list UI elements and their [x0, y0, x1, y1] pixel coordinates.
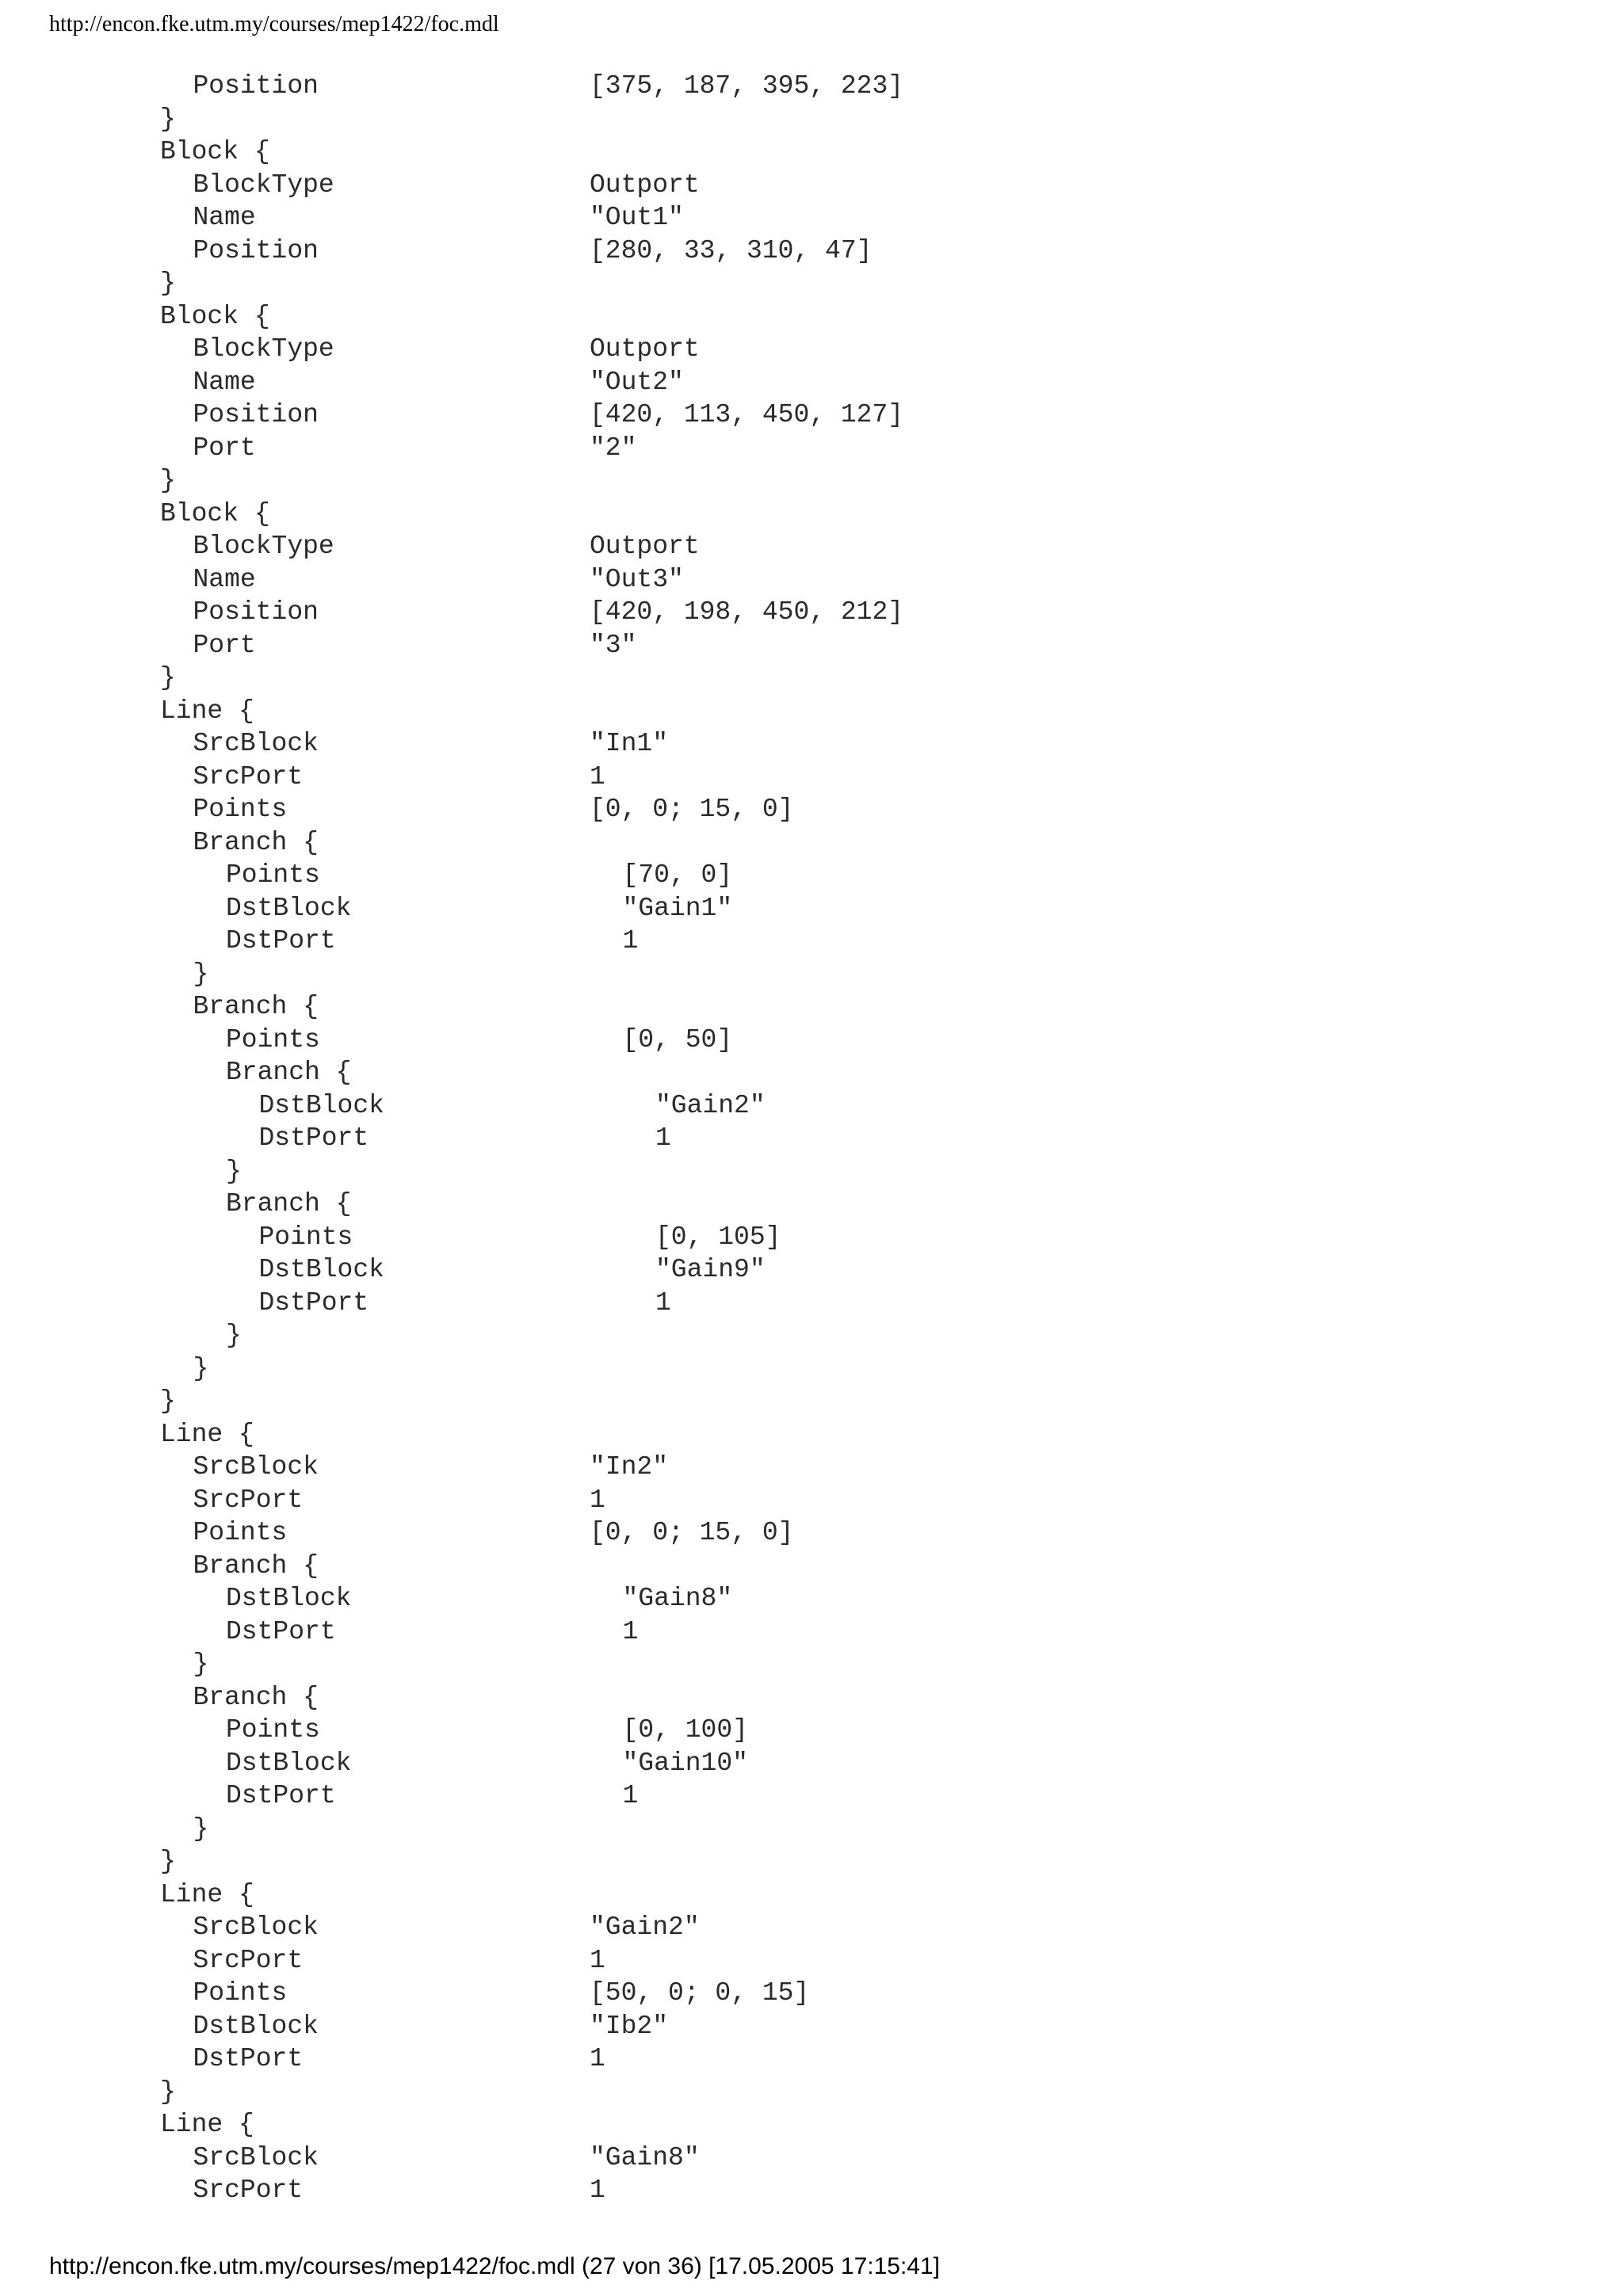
code-line [0, 892, 1623, 925]
code-key: Line { [160, 696, 254, 726]
code-line [0, 1221, 1623, 1254]
code-line [0, 1582, 1623, 1615]
code-line [0, 2174, 1623, 2207]
code-line [0, 859, 1623, 892]
code-value: 1 [590, 2176, 605, 2205]
code-key: DstPort [226, 1616, 336, 1646]
code-line [0, 2076, 1623, 2109]
code-line [0, 2142, 1623, 2175]
code-line [0, 1385, 1623, 1418]
code-line [0, 2042, 1623, 2076]
code-key: } [193, 1814, 209, 1844]
code-key: } [160, 1847, 176, 1876]
code-key: DstBlock [258, 1255, 384, 1284]
code-key: Points [193, 795, 288, 824]
code-key: SrcBlock [193, 729, 319, 758]
code-key: SrcBlock [193, 1913, 319, 1942]
code-key: Block { [160, 301, 270, 331]
code-line [0, 1253, 1623, 1287]
code-value: [0, 50] [622, 1024, 733, 1055]
code-key: Line { [160, 1879, 254, 1909]
code-line [0, 1418, 1623, 1451]
code-key: Points [226, 1024, 320, 1055]
code-line [0, 169, 1623, 202]
code-line [0, 2010, 1623, 2043]
code-value: [0, 0; 15, 0] [590, 1518, 794, 1547]
code-line [0, 1024, 1623, 1057]
code-line [0, 1089, 1623, 1123]
code-value: Outport [590, 532, 700, 561]
code-key: } [193, 959, 209, 989]
code-line [0, 727, 1623, 761]
code-value: 1 [622, 1781, 639, 1810]
code-line [0, 1056, 1623, 1089]
code-line [0, 1747, 1623, 1780]
code-line [0, 990, 1623, 1024]
code-value: "Out2" [590, 367, 684, 397]
code-line [0, 201, 1623, 235]
code-key: Port [193, 630, 256, 660]
code-key: Position [193, 235, 319, 265]
code-key: Port [193, 433, 256, 463]
code-key: Branch { [226, 1189, 352, 1219]
code-line [0, 1845, 1623, 1878]
code-value: [0, 100] [622, 1715, 748, 1745]
code-line [0, 432, 1623, 465]
code-key: Position [193, 597, 319, 627]
code-line [0, 267, 1623, 300]
code-line [0, 793, 1623, 826]
code-key: } [193, 1650, 209, 1679]
code-listing [0, 70, 1623, 2207]
code-value: [420, 198, 450, 212] [590, 597, 904, 627]
code-line [0, 1550, 1623, 1583]
code-line [0, 464, 1623, 498]
code-value: 1 [590, 2044, 605, 2073]
code-line [0, 1648, 1623, 1681]
code-key: Points [193, 1978, 288, 2008]
code-line [0, 235, 1623, 268]
code-value: 1 [590, 761, 605, 791]
code-key: Branch { [193, 1550, 319, 1581]
code-key: SrcPort [193, 1945, 304, 1975]
code-line [0, 333, 1623, 366]
code-value: "In2" [590, 1452, 669, 1482]
code-line [0, 1681, 1623, 1714]
code-line [0, 70, 1623, 103]
code-value: "2" [590, 433, 637, 463]
code-key: DstPort [226, 1781, 336, 1810]
code-line [0, 695, 1623, 728]
code-line [0, 629, 1623, 662]
code-key: SrcBlock [193, 2142, 319, 2172]
code-line [0, 1122, 1623, 1155]
code-key: } [226, 1156, 242, 1186]
code-key: SrcPort [193, 761, 304, 791]
code-line [0, 300, 1623, 334]
code-value: "Gain8" [590, 2142, 700, 2172]
code-line [0, 530, 1623, 563]
code-value: [0, 0; 15, 0] [590, 795, 794, 824]
code-value: "Gain8" [622, 1584, 733, 1613]
code-value: 1 [590, 1945, 605, 1975]
code-key: DstBlock [226, 1748, 352, 1778]
code-line [0, 2108, 1623, 2142]
code-key: Branch { [193, 827, 319, 857]
code-key: Position [193, 400, 319, 429]
code-line [0, 1352, 1623, 1386]
code-key: Line { [160, 1419, 254, 1449]
code-line [0, 1484, 1623, 1517]
code-value: "Gain2" [655, 1090, 766, 1120]
code-key: Points [258, 1222, 353, 1252]
code-line [0, 135, 1623, 169]
code-key: SrcPort [193, 1485, 304, 1515]
code-key: Block { [160, 498, 270, 528]
code-line [0, 1779, 1623, 1813]
code-line [0, 662, 1623, 695]
code-key: } [226, 1321, 242, 1350]
code-key: SrcBlock [193, 1452, 319, 1482]
code-line [0, 1319, 1623, 1352]
page-header-url: http://encon.fke.utm.my/courses/mep1422/foc.mdl [49, 12, 499, 36]
code-value: "3" [590, 630, 637, 660]
code-value: Outport [590, 334, 700, 364]
code-key: } [193, 1353, 209, 1383]
code-line [0, 1977, 1623, 2010]
code-key: Block { [160, 137, 270, 166]
code-line [0, 1813, 1623, 1846]
code-line [0, 1188, 1623, 1221]
code-line [0, 1615, 1623, 1649]
code-value: [0, 105] [655, 1222, 781, 1252]
code-line [0, 925, 1623, 958]
code-key: BlockType [193, 334, 334, 364]
code-line [0, 1944, 1623, 1978]
code-key: Name [193, 367, 256, 397]
code-value: [50, 0; 0, 15] [590, 1978, 810, 2008]
code-value: 1 [622, 1616, 639, 1646]
code-line [0, 563, 1623, 597]
code-key: DstPort [193, 2044, 304, 2073]
code-value: 1 [590, 1485, 605, 1515]
code-key: Position [193, 71, 319, 101]
code-key: Points [226, 860, 320, 890]
code-value: Outport [590, 170, 700, 200]
code-key: } [160, 466, 176, 495]
code-line [0, 399, 1623, 432]
code-line [0, 1287, 1623, 1320]
code-value: [70, 0] [622, 860, 733, 890]
code-key: Name [193, 203, 256, 232]
code-line [0, 1911, 1623, 1944]
code-value: "In1" [590, 729, 669, 758]
code-key: DstPort [258, 1287, 369, 1318]
code-key: } [160, 104, 176, 134]
code-key: DstPort [258, 1123, 369, 1153]
code-key: Points [226, 1715, 320, 1745]
code-key: Line { [160, 2110, 254, 2139]
code-value: 1 [655, 1123, 671, 1153]
code-value: [420, 113, 450, 127] [590, 400, 904, 429]
code-value: 1 [655, 1287, 671, 1318]
code-key: Name [193, 564, 256, 594]
code-value: [280, 33, 310, 47] [590, 235, 873, 265]
code-line [0, 366, 1623, 399]
code-value: [375, 187, 395, 223] [590, 71, 904, 101]
code-value: "Gain9" [655, 1255, 766, 1284]
code-key: DstBlock [193, 2011, 319, 2041]
code-value: "Gain1" [622, 893, 733, 923]
page-footer: http://encon.fke.utm.my/courses/mep1422/foc.mdl (27 von 36) [17.05.2005 17:15:41] [49, 2253, 941, 2279]
code-value: "Ib2" [590, 2011, 669, 2041]
code-value: "Gain10" [622, 1748, 748, 1778]
code-key: Points [193, 1518, 288, 1547]
code-line [0, 596, 1623, 629]
code-value: "Out1" [590, 203, 684, 232]
code-key: BlockType [193, 532, 334, 561]
code-line [0, 498, 1623, 531]
code-key: } [160, 269, 176, 298]
code-value: 1 [622, 926, 639, 955]
code-line [0, 1878, 1623, 1912]
code-line [0, 761, 1623, 794]
code-key: SrcPort [193, 2176, 304, 2205]
code-key: DstBlock [258, 1090, 384, 1120]
code-line [0, 103, 1623, 136]
code-line [0, 1451, 1623, 1484]
code-key: } [160, 663, 176, 692]
code-value: "Out3" [590, 564, 684, 594]
code-value: "Gain2" [590, 1913, 700, 1942]
code-key: DstPort [226, 926, 336, 955]
code-key: Branch { [193, 1682, 319, 1712]
code-line [0, 1516, 1623, 1550]
code-key: } [160, 1386, 176, 1416]
code-key: Branch { [226, 1058, 352, 1087]
code-line [0, 1155, 1623, 1188]
code-line [0, 826, 1623, 860]
code-key: } [160, 2077, 176, 2107]
code-key: DstBlock [226, 1584, 352, 1613]
code-key: DstBlock [226, 893, 352, 923]
code-key: Branch { [193, 992, 319, 1021]
code-line [0, 958, 1623, 991]
code-key: BlockType [193, 170, 334, 200]
code-line [0, 1714, 1623, 1747]
